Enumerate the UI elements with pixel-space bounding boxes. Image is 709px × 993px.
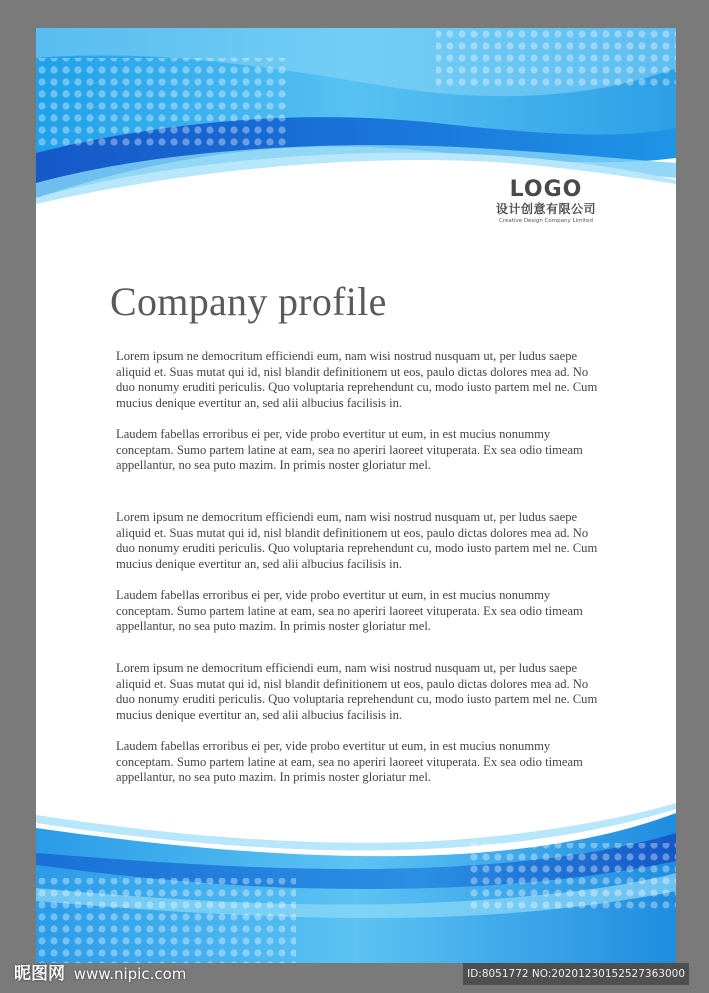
paragraph: Lorem ipsum ne democritum efficiendi eum, nam wisi nostrud nusquam ut, per ludus saepe aliquid et. Suas mutat qui id, nisl blandit definitionem ut eos, paulo dictas dolores mea ad. No duo nonumy eruditi periculis. Quo voluptaria reprehendunt cu, modo iusto partem mel ne. Cum mucius denique evertitur an, sed alii albucius facilisis in. [116, 510, 598, 571]
page-title: Company profile [110, 279, 387, 324]
watermark [14, 963, 186, 985]
watermark-site-name: 昵图网 [14, 964, 65, 984]
company-name-chinese: 设计创意有限公司 [495, 202, 596, 216]
paragraph: Laudem fabellas erroribus ei per, vide probo evertitur ut eum, in est mucius nonummy conceptam. Sumo partem latine at eam, sea no aperiri laoreet vituperata. Ex sea odio timeam appellantur, no sea puto mazim. In primis noster gloriatur mel. [116, 588, 583, 633]
paragraph: Laudem fabellas erroribus ei per, vide probo evertitur ut eum, in est mucius nonummy conceptam. Sumo partem latine at eam, sea no aperiri laoreet vituperata. Ex sea odio timeam appellantur, no sea puto mazim. In primis noster gloriatur mel. [116, 427, 583, 472]
paragraph: Lorem ipsum ne democritum efficiendi eum, nam wisi nostrud nusquam ut, per ludus saepe aliquid et. Suas mutat qui id, nisl blandit definitionem ut eos, paulo dictas dolores mea ad. No duo nonumy eruditi periculis. Quo voluptaria reprehendunt cu, modo iusto partem mel ne. Cum mucius denique evertitur an, sed alii albucius facilisis in. [116, 661, 598, 722]
image-id-label: ID:8051772 NO:20201230152527363000 [463, 963, 689, 985]
bottom-wave-decoration [36, 803, 676, 963]
logo-text: LOGO [509, 177, 583, 202]
company-name-english: Creative Design Company Limited [499, 218, 593, 224]
letterhead-page [36, 28, 676, 963]
watermark-url: www.nipic.com [73, 965, 187, 983]
company-logo [476, 178, 616, 225]
paragraph: Laudem fabellas erroribus ei per, vide probo evertitur ut eum, in est mucius nonummy conceptam. Sumo partem latine at eam, sea no aperiri laoreet vituperata. Ex sea odio timeam appellantur, no sea puto mazim. In primis noster gloriatur mel. [116, 739, 583, 784]
paragraph: Lorem ipsum ne democritum efficiendi eum, nam wisi nostrud nusquam ut, per ludus saepe aliquid et. Suas mutat qui id, nisl blandit definitionem ut eos, paulo dictas dolores mea ad. No duo nonumy eruditi periculis. Quo voluptaria reprehendunt cu, modo iusto partem mel ne. Cum mucius denique evertitur an, sed alii albucius facilisis in. [116, 349, 598, 410]
